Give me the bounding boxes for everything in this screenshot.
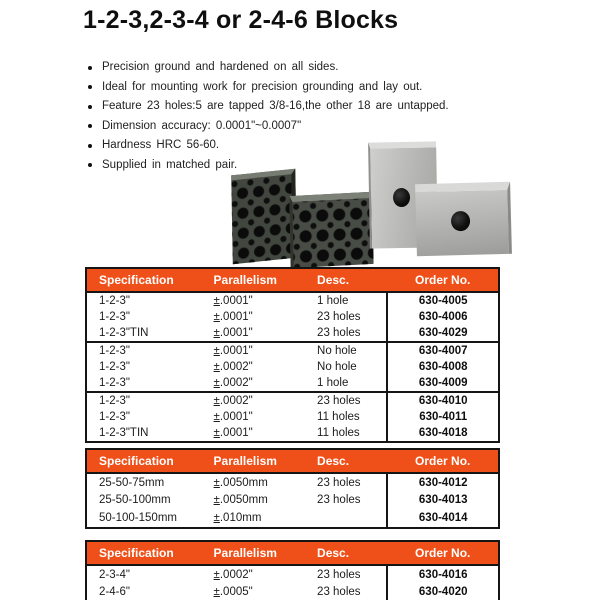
order-no-cell: 630-4007 bbox=[387, 342, 499, 359]
table-row bbox=[86, 509, 499, 528]
table-group bbox=[86, 292, 499, 342]
table-header-row bbox=[86, 268, 499, 292]
parallelism-cell bbox=[202, 425, 306, 442]
order-no-cell: 630-4014 bbox=[387, 509, 499, 528]
bullet-text: Precision ground and hardened on all sides. bbox=[102, 61, 339, 73]
spec-table-inch-123 bbox=[85, 267, 500, 443]
column-header-specification: Specification bbox=[86, 449, 202, 473]
spec-table-metric bbox=[85, 448, 500, 529]
plus-minus-symbol: ± bbox=[213, 476, 220, 489]
table-group bbox=[86, 473, 499, 528]
desc-cell: 1 hole bbox=[317, 377, 349, 389]
parallelism-value: .0050mm bbox=[219, 476, 268, 489]
order-no-cell: 630-4006 bbox=[387, 309, 499, 325]
photo-single-hole-blocks bbox=[366, 137, 521, 262]
column-header-order-no: Order No. bbox=[387, 449, 499, 473]
spec-cell: 25-50-75mm bbox=[99, 476, 165, 489]
block-hole bbox=[451, 211, 471, 231]
bullet-dot bbox=[88, 144, 92, 148]
parallelism-value: .0005" bbox=[219, 586, 253, 599]
parallelism-cell bbox=[202, 375, 306, 392]
spec-cell: 1-2-3"TIN bbox=[99, 427, 149, 439]
parallelism-value: .0001" bbox=[219, 411, 253, 423]
spec-cell: 1-2-3" bbox=[86, 392, 202, 409]
desc-cell: 23 holes bbox=[317, 568, 361, 581]
spec-cell: 2-3-4" bbox=[99, 568, 130, 581]
parallelism-value: .0001" bbox=[219, 427, 253, 439]
parallelism-value: .0002" bbox=[219, 395, 253, 407]
plus-minus-symbol: ± bbox=[213, 494, 220, 507]
order-no-cell: 630-4010 bbox=[387, 392, 499, 409]
bullet-text: Hardness HRC 56-60. bbox=[102, 139, 220, 151]
column-header-specification: Specification bbox=[86, 268, 202, 292]
table-row bbox=[86, 425, 499, 442]
spec-cell: 1-2-3" bbox=[99, 295, 130, 307]
plus-minus-symbol: ± bbox=[213, 361, 220, 373]
spec-cell: 1-2-3" bbox=[99, 311, 130, 323]
order-no-cell: 630-4005 bbox=[387, 292, 499, 309]
plus-minus-symbol: ± bbox=[213, 327, 220, 339]
column-header-specification: Specification bbox=[86, 541, 202, 565]
table-row bbox=[86, 492, 499, 510]
column-header-desc: Desc. bbox=[305, 449, 387, 473]
order-no-cell: 630-4018 bbox=[387, 425, 499, 442]
table-header-row bbox=[86, 541, 499, 565]
block-hole bbox=[393, 188, 410, 207]
parallelism-cell bbox=[202, 565, 306, 584]
parallelism-value: .0001" bbox=[219, 327, 253, 339]
parallelism-cell bbox=[202, 359, 306, 375]
photo-123-blocks bbox=[232, 162, 377, 270]
column-header-parallelism: Parallelism bbox=[202, 541, 306, 565]
table-group bbox=[86, 342, 499, 392]
desc-cell: No hole bbox=[317, 361, 357, 373]
parallelism-cell bbox=[202, 309, 306, 325]
plus-minus-symbol: ± bbox=[213, 345, 220, 357]
table-group bbox=[86, 392, 499, 442]
spec-cell: 2-4-6" bbox=[99, 586, 130, 599]
bullet-text: Feature 23 holes:5 are tapped 3/8-16,the other 18 are untapped. bbox=[102, 100, 449, 112]
bullet-item bbox=[86, 81, 516, 94]
plus-minus-symbol: ± bbox=[213, 311, 220, 323]
block-upright-23holes bbox=[231, 169, 297, 265]
table-row bbox=[86, 392, 499, 409]
spec-cell: 1-2-3" bbox=[86, 342, 202, 359]
plus-minus-symbol: ± bbox=[213, 295, 220, 307]
table-row bbox=[86, 309, 499, 325]
spec-cell: 1-2-3" bbox=[99, 411, 130, 423]
plus-minus-symbol: ± bbox=[213, 377, 220, 389]
table-group bbox=[86, 565, 499, 600]
order-no-cell: 630-4012 bbox=[387, 473, 499, 492]
bullet-dot bbox=[88, 105, 92, 109]
bullet-dot bbox=[88, 124, 92, 128]
parallelism-value: .0002" bbox=[219, 377, 253, 389]
spec-table-large-inch bbox=[85, 540, 500, 600]
desc-cell: 23 holes bbox=[317, 586, 361, 599]
plus-minus-symbol: ± bbox=[213, 395, 220, 407]
bullet-item bbox=[86, 120, 516, 133]
order-no-cell: 630-4008 bbox=[387, 359, 499, 375]
bullet-text: Dimension accuracy: 0.0001"~0.0007" bbox=[102, 119, 302, 132]
parallelism-cell bbox=[202, 292, 306, 309]
desc-cell: No hole bbox=[305, 342, 387, 359]
table-row bbox=[86, 409, 499, 425]
parallelism-value: .0001" bbox=[219, 311, 253, 323]
plus-minus-symbol: ± bbox=[213, 568, 220, 581]
bullet-item bbox=[86, 100, 516, 113]
spec-cell: 1-2-3" bbox=[99, 377, 130, 389]
page-title: 1-2-3,2-3-4 or 2-4-6 Blocks bbox=[83, 6, 399, 34]
bullet-dot bbox=[88, 163, 92, 167]
bullet-text: Supplied in matched pair. bbox=[102, 158, 238, 171]
spec-cell: 25-50-100mm bbox=[99, 494, 171, 507]
column-header-desc: Desc. bbox=[305, 541, 387, 565]
order-no-cell: 630-4020 bbox=[387, 584, 499, 600]
column-header-order-no: Order No. bbox=[387, 268, 499, 292]
plus-minus-symbol: ± bbox=[213, 586, 220, 599]
column-header-desc: Desc. bbox=[305, 268, 387, 292]
parallelism-value: .0002" bbox=[219, 568, 253, 581]
parallelism-value: .0002" bbox=[219, 361, 253, 373]
order-no-cell: 630-4029 bbox=[387, 325, 499, 342]
desc-cell: 23 holes bbox=[317, 327, 361, 339]
parallelism-cell bbox=[202, 342, 306, 359]
parallelism-value: .010mm bbox=[219, 511, 262, 524]
desc-cell: 23 holes bbox=[317, 311, 361, 323]
table-row bbox=[86, 584, 499, 600]
table-row bbox=[86, 359, 499, 375]
order-no-cell: 630-4016 bbox=[387, 565, 499, 584]
desc-cell: 23 holes bbox=[317, 476, 361, 489]
desc-cell: 11 holes bbox=[317, 411, 360, 423]
desc-cell: 1 hole bbox=[317, 295, 349, 307]
parallelism-cell bbox=[202, 392, 306, 409]
order-no-cell: 630-4013 bbox=[387, 492, 499, 510]
column-header-parallelism: Parallelism bbox=[202, 449, 306, 473]
parallelism-cell bbox=[202, 409, 306, 425]
bullet-text: Ideal for mounting work for precision grounding and lay out. bbox=[102, 80, 423, 93]
parallelism-cell bbox=[202, 492, 306, 510]
table-row bbox=[86, 375, 499, 392]
plus-minus-symbol: ± bbox=[213, 427, 220, 439]
parallelism-cell bbox=[202, 509, 306, 528]
parallelism-cell bbox=[202, 325, 306, 342]
spec-cell: 50-100-150mm bbox=[99, 511, 177, 524]
bullet-dot bbox=[88, 66, 92, 70]
column-header-parallelism: Parallelism bbox=[202, 268, 306, 292]
table-header-row bbox=[86, 449, 499, 473]
bullet-dot bbox=[88, 85, 92, 89]
spec-cell: 1-2-3" bbox=[99, 361, 130, 373]
parallelism-value: .0001" bbox=[219, 295, 253, 307]
bullet-item bbox=[86, 61, 516, 74]
parallelism-value: .0050mm bbox=[219, 494, 268, 507]
plus-minus-symbol: ± bbox=[213, 511, 220, 524]
spec-cell: 1-2-3"TIN bbox=[99, 327, 149, 339]
table-row bbox=[86, 292, 499, 309]
table-row bbox=[86, 325, 499, 342]
table-row bbox=[86, 473, 499, 492]
plus-minus-symbol: ± bbox=[213, 411, 220, 423]
parallelism-value: .0001" bbox=[219, 345, 253, 357]
parallelism-cell bbox=[202, 584, 306, 600]
desc-cell: 23 holes bbox=[305, 392, 387, 409]
order-no-cell: 630-4011 bbox=[387, 409, 499, 425]
block-lying-23holes bbox=[289, 192, 373, 268]
block-lying-1hole bbox=[415, 182, 512, 256]
table-row bbox=[86, 342, 499, 359]
parallelism-cell bbox=[202, 473, 306, 492]
order-no-cell: 630-4009 bbox=[387, 375, 499, 392]
desc-cell: 23 holes bbox=[317, 494, 361, 507]
table-row bbox=[86, 565, 499, 584]
desc-cell bbox=[305, 509, 387, 528]
desc-cell: 11 holes bbox=[317, 427, 360, 439]
column-header-order-no: Order No. bbox=[387, 541, 499, 565]
